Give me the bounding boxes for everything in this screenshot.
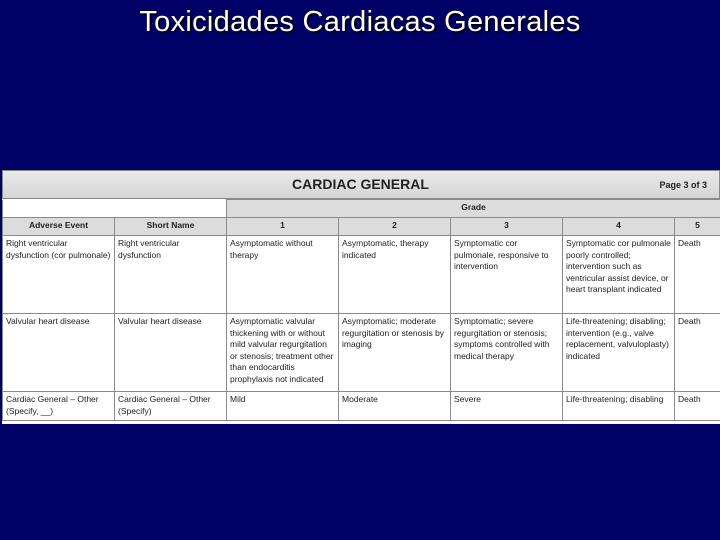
blank-header-cell <box>3 200 227 218</box>
column-header-grade-3: 3 <box>451 218 563 236</box>
grade-3-cell: Symptomatic cor pulmonale, responsive to intervention <box>451 236 563 314</box>
document-header <box>2 170 720 199</box>
adverse-event-cell: Valvular heart disease <box>3 314 115 392</box>
grade-5-cell: Death <box>675 314 720 392</box>
column-header-grade-1: 1 <box>227 218 339 236</box>
grade-1-cell: Asymptomatic valvular thickening with or without mild valvular regurgitation or stenosis; treatment other than endocarditis prophylaxis not indicated <box>227 314 339 392</box>
grade-4-cell: Symptomatic cor pulmonale poorly controlled; intervention such as ventricular assist device, or heart transplant indicated <box>563 236 675 314</box>
short-name-cell: Cardiac General – Other (Specify) <box>115 392 227 421</box>
grade-1-cell: Mild <box>227 392 339 421</box>
table-row <box>3 392 720 421</box>
grade-header-row <box>3 200 720 218</box>
grade-2-cell: Asymptomatic, therapy indicated <box>339 236 451 314</box>
grade-2-cell: Asymptomatic; moderate regurgitation or stenosis by imaging <box>339 314 451 392</box>
column-header-grade-2: 2 <box>339 218 451 236</box>
slide-title: Toxicidades Cardiacas Generales <box>139 6 581 38</box>
adverse-event-cell: Right ventricular dysfunction (cor pulmonale) <box>3 236 115 314</box>
document-title: CARDIAC GENERAL <box>292 176 429 192</box>
grade-header: Grade <box>227 200 720 218</box>
table-row <box>3 314 720 392</box>
grade-4-cell: Life-threatening; disabling <box>563 392 675 421</box>
grade-4-cell: Life-threatening; disabling; intervention (e.g., valve replacement, valvuloplasty) indicated <box>563 314 675 392</box>
grade-3-cell: Severe <box>451 392 563 421</box>
grade-3-cell: Symptomatic; severe regurgitation or stenosis; symptoms controlled with medical therapy <box>451 314 563 392</box>
grade-5-cell: Death <box>675 236 720 314</box>
toxicity-grade-table <box>2 199 720 421</box>
page-indicator: Page 3 of 3 <box>659 180 707 190</box>
adverse-event-cell: Cardiac General – Other (Specify, __) <box>3 392 115 421</box>
ctcae-table-image <box>2 170 720 424</box>
column-header-adverse-event: Adverse Event <box>3 218 115 236</box>
column-header-grade-4: 4 <box>563 218 675 236</box>
column-header-grade-5: 5 <box>675 218 720 236</box>
column-header-short-name: Short Name <box>115 218 227 236</box>
grade-1-cell: Asymptomatic without therapy <box>227 236 339 314</box>
short-name-cell: Valvular heart disease <box>115 314 227 392</box>
grade-5-cell: Death <box>675 392 720 421</box>
table-row <box>3 236 720 314</box>
short-name-cell: Right ventricular dysfunction <box>115 236 227 314</box>
grade-2-cell: Moderate <box>339 392 451 421</box>
column-header-row <box>3 218 720 236</box>
